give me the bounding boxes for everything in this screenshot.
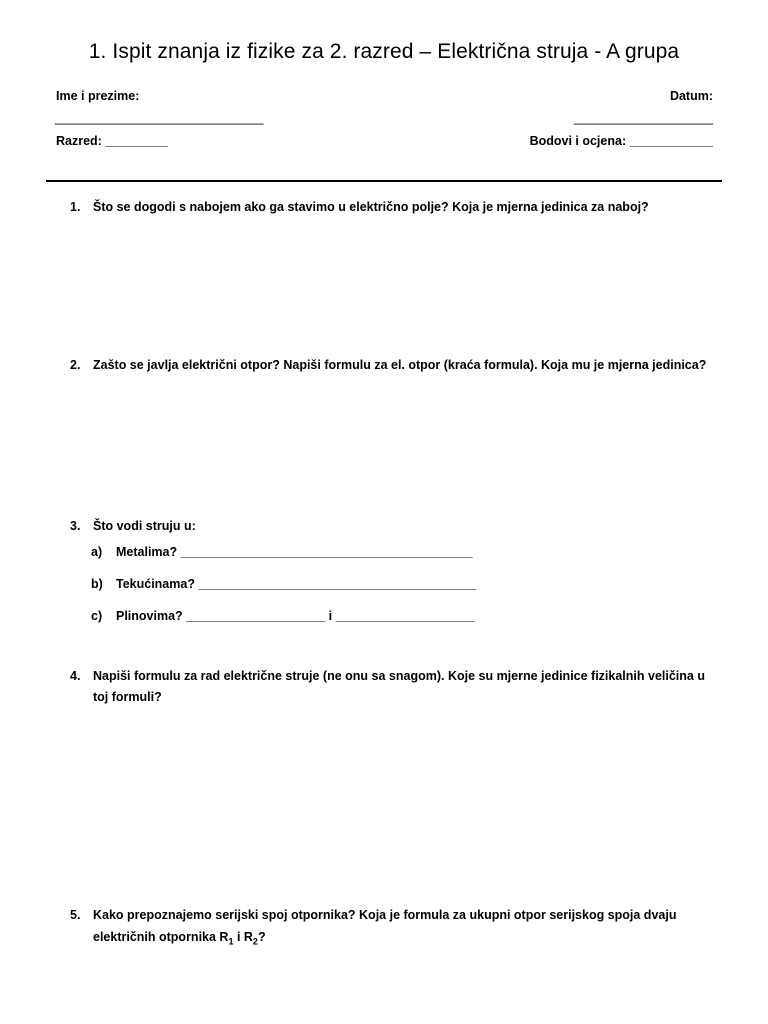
points-label: Bodovi i ocjena: ____________ [529,134,713,148]
sub-text: Tekućinama? ________________________________________ [116,577,477,591]
question-number: 5. [70,908,81,922]
question-number: 1. [70,200,81,214]
question-text: Što vodi struju u: [93,519,196,533]
question-number: 4. [70,669,81,683]
date-label: Datum: [669,89,713,103]
question-text-part-1: Kako prepoznajemo serijski spoj otpornika? Koja je formula za ukupni otpor serijskog spoja dvaju električnih otpornika R [93,908,677,944]
question-text-part-2: i R [233,930,253,944]
name-label: Ime i prezime: [56,89,140,103]
question-text [93,904,720,953]
sub-text: Plinovima? ____________________ i ____________________ [116,609,475,623]
question-text: Zašto se javlja električni otpor? Napiši formulu za el. otpor (kraća formula). Koja mu je mjerna jedinica? [93,358,707,372]
sub-text: Metalima? __________________________________________ [116,545,473,559]
sub-letter: a) [91,545,103,559]
subscript-1: 1 [228,936,234,947]
question-number: 2. [70,358,81,372]
header-divider [46,180,722,182]
subscript-2: 2 [252,936,258,947]
question-text: Napiši formulu za rad električne struje (ne onu sa snagom). Koje su mjerne jedinice fizikalnih veličina u toj formuli? [93,669,705,704]
name-line: ______________________________ [55,111,264,125]
question-text-part-3: ? [257,930,266,944]
exam-title: 1. Ispit znanja iz fizike za 2. razred – Električna struja - A grupa [88,40,680,63]
class-label: Razred: _________ [56,134,168,148]
sub-letter: b) [91,577,103,591]
question-number: 3. [70,519,81,533]
question-text: Što se dogodi s nabojem ako ga stavimo u električno polje? Koja je mjerna jedinica za naboj? [93,200,649,214]
date-line: ____________________ [573,111,713,125]
sub-letter: c) [91,609,103,623]
